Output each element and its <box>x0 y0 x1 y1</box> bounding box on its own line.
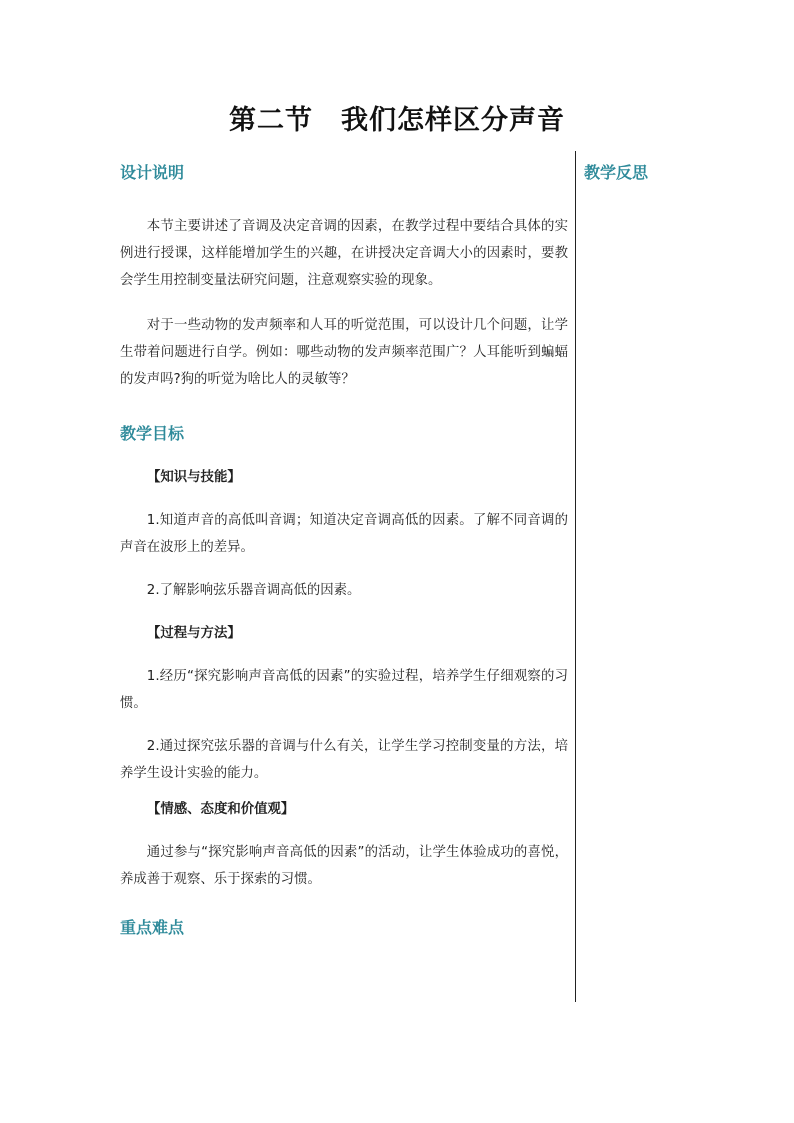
goal-item: 1.经历“探究影响声音高低的因素”的实验过程，培养学生仔细观察的习惯。 <box>120 669 568 711</box>
emotion-attitude-values-label: 【情感、态度和价值观】 <box>147 802 295 817</box>
design-paragraph: 对于一些动物的发声频率和人耳的听觉范围，可以设计几个问题，让学生带着问题进行自学。例如：哪些动物的发声频率范围广？人耳能听到蝙蝠的发声吗?狗的听觉为啥比人的灵敏等？ <box>120 318 568 387</box>
knowledge-skills-label: 【知识与技能】 <box>147 470 241 485</box>
design-notes-heading: 设计说明 <box>120 163 185 182</box>
goal-item: 2.通过探究弦乐器的音调与什么有关，让学生学习控制变量的方法，培养学生设计实验的能力。 <box>120 739 568 781</box>
design-paragraph: 本节主要讲述了音调及决定音调的因素，在教学过程中要结合具体的实例进行授课，这样能增加学生的兴趣，在讲授决定音调大小的因素时，要教会学生用控制变量法研究问题，注意观察实验的现象。 <box>120 219 568 288</box>
teaching-reflection-heading: 教学反思 <box>584 163 649 182</box>
page-title: 第二节 我们怎样区分声音 <box>229 105 565 136</box>
column-divider <box>575 151 576 1002</box>
process-methods-label: 【过程与方法】 <box>147 626 241 641</box>
key-difficult-points-heading: 重点难点 <box>120 918 185 937</box>
goal-item: 2.了解影响弦乐器音调高低的因素。 <box>146 583 361 598</box>
goal-item: 1.知道声音的高低叫音调；知道决定音调高低的因素。了解不同音调的声音在波形上的差异。 <box>120 513 568 555</box>
goal-item: 通过参与“探究影响声音高低的因素”的活动，让学生体验成功的喜悦，养成善于观察、乐于探索的习惯。 <box>120 845 568 887</box>
main-column <box>120 160 568 941</box>
teaching-goals-heading: 教学目标 <box>120 424 185 443</box>
